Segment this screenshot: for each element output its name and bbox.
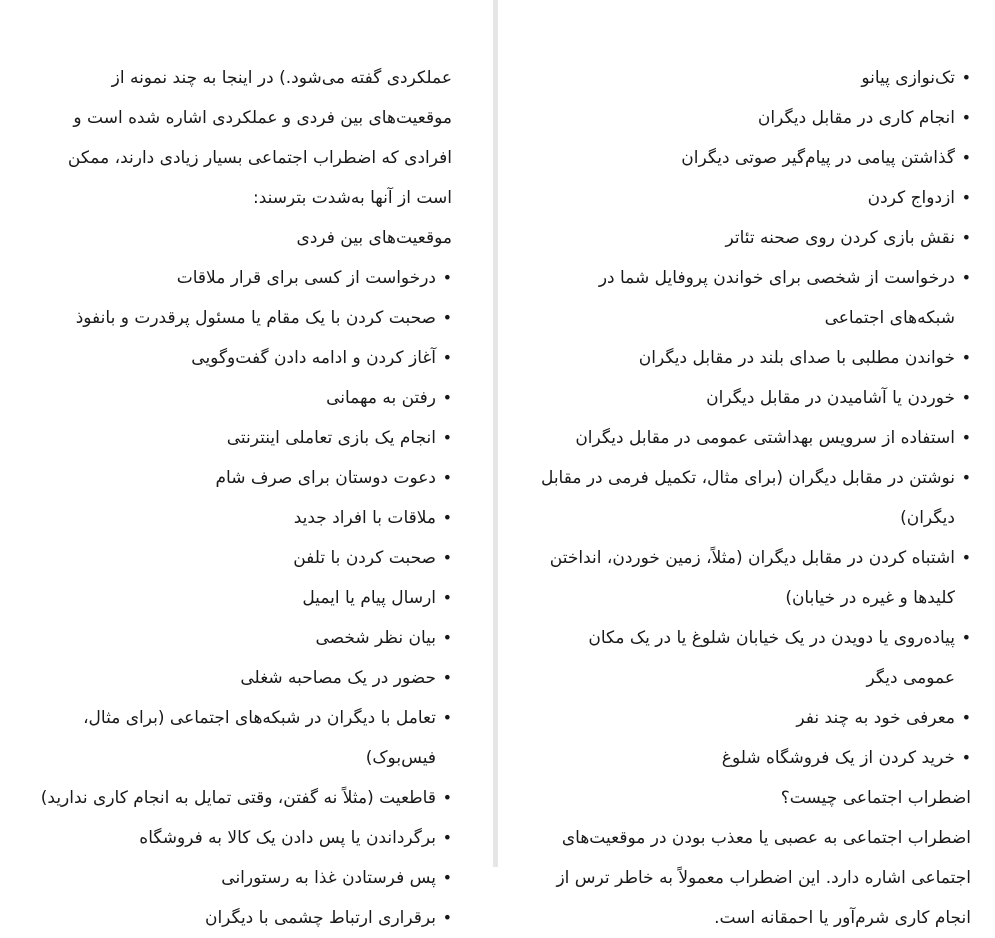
list-item: • آغاز کردن و ادامه دادن گفت‌وگویی (30, 338, 452, 378)
list-item: • درخواست از شخصی برای خواندن پروفایل شما در شبکه‌های اجتماعی (537, 258, 971, 338)
list-item: • خواندن مطلبی با صدای بلند در مقابل دیگران (537, 338, 971, 378)
intro-paragraph: عملکردی گفته می‌شود.) در اینجا به چند نمونه از موقعیت‌های بین فردی و عملکردی اشاره شده است و افرادی که اضطراب اجتماعی بسیار زیادی دارند، ممکن است از آنها به‌شدت بترسند: (67, 68, 452, 208)
list-item: • گذاشتن پیامی در پیام‌گیر صوتی دیگران (537, 138, 971, 178)
list-item: • صحبت کردن با تلفن (30, 538, 452, 578)
list-item: • معرفی خود به چند نفر (537, 698, 971, 738)
list-item: • درخواست از کسی برای قرار ملاقات (30, 258, 452, 298)
left-page (0, 0, 480, 928)
list-item: • پیاده‌روی یا دویدن در یک خیابان شلوغ یا در یک مکان عمومی دیگر (537, 618, 971, 698)
section-paragraph: اضطراب اجتماعی به عصبی یا معذب بودن در موقعیت‌های اجتماعی اشاره دارد. این اضطراب معمولاً به خاطر ترس از انجام کاری شرم‌آور یا احمقانه است. (556, 828, 971, 928)
subheading-interpersonal: موقعیت‌های بین فردی (296, 228, 452, 248)
right-page-content (537, 58, 971, 938)
list-item: • انجام کاری در مقابل دیگران (537, 98, 971, 138)
list-item: • خرید کردن از یک فروشگاه شلوغ (537, 738, 971, 778)
list-item: • حضور در یک مصاحبه شغلی (30, 658, 452, 698)
list-item: • رفتن به مهمانی (30, 378, 452, 418)
list-item: • قاطعیت (مثلاً نه گفتن، وقتی تمایل به انجام کاری ندارید) (30, 778, 452, 818)
list-item: • دعوت دوستان برای صرف شام (30, 458, 452, 498)
list-item: • تعامل با دیگران در شبکه‌های اجتماعی (برای مثال، فیس‌بوک) (30, 698, 452, 778)
list-item: • اشتباه کردن در مقابل دیگران (مثلاً، زمین خوردن، انداختن کلیدها و غیره در خیابان) (537, 538, 971, 618)
list-item: • نقش بازی کردن روی صحنه تئاتر (537, 218, 971, 258)
list-item: • صحبت کردن با یک مقام یا مسئول پرقدرت و بانفوذ (30, 298, 452, 338)
list-item: • ملاقات با افراد جدید (30, 498, 452, 538)
section-heading: اضطراب اجتماعی چیست؟ (780, 788, 971, 808)
list-item: • پس فرستادن غذا به رستورانی (30, 858, 452, 898)
list-item: • انجام یک بازی تعاملی اینترنتی (30, 418, 452, 458)
list-item: • برقراری ارتباط چشمی با دیگران (30, 898, 452, 938)
list-item: • برگرداندن یا پس دادن یک کالا به فروشگاه (30, 818, 452, 858)
list-item: • ارسال پیام یا ایمیل (30, 578, 452, 618)
page-divider (493, 0, 498, 867)
left-page-content (30, 58, 452, 938)
right-page (515, 0, 995, 928)
performance-list (537, 58, 971, 778)
list-item: • نوشتن در مقابل دیگران (برای مثال، تکمیل فرمی در مقابل دیگران) (537, 458, 971, 538)
list-item: • ازدواج کردن (537, 178, 971, 218)
interpersonal-list (30, 258, 452, 938)
list-item: • بیان نظر شخصی (30, 618, 452, 658)
list-item: • خوردن یا آشامیدن در مقابل دیگران (537, 378, 971, 418)
list-item: • تک‌نوازی پیانو (537, 58, 971, 98)
list-item: • استفاده از سرویس بهداشتی عمومی در مقابل دیگران (537, 418, 971, 458)
